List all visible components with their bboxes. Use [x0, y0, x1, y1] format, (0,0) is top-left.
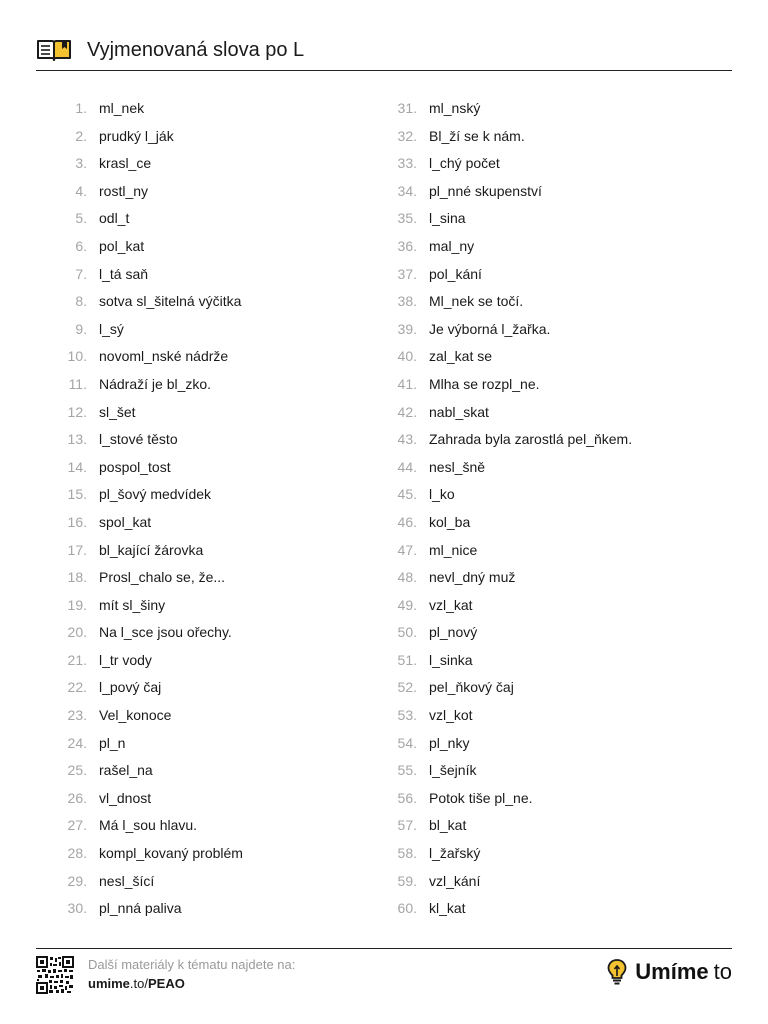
brand-logo: [607, 957, 732, 987]
item-text: bl_kat: [429, 817, 467, 834]
item-text: l_žařský: [429, 845, 481, 862]
list-item: [390, 261, 632, 289]
item-number: 34.: [397, 182, 417, 199]
item-number: 39.: [397, 320, 417, 337]
list-item: [390, 619, 632, 647]
list-item: [390, 178, 632, 206]
item-number: 51.: [397, 651, 417, 668]
item-text: pl_n: [99, 734, 126, 751]
item-number: 20.: [67, 624, 87, 641]
item-text: l_ko: [429, 486, 455, 503]
item-text: Nádraží je bl_zko.: [99, 375, 212, 392]
item-text: ml_nský: [429, 100, 481, 116]
list-item: [60, 730, 243, 758]
list-item: [60, 95, 243, 123]
item-number: 43.: [397, 431, 417, 448]
list-item: [60, 537, 243, 565]
list-item: [390, 785, 632, 813]
list-item: [60, 592, 243, 620]
item-text: l_sina: [429, 210, 466, 227]
item-number: 14.: [67, 458, 87, 475]
item-text: rostl_ny: [99, 182, 149, 199]
list-item: [60, 205, 243, 233]
item-text: Prosl_chalo se, že...: [99, 569, 226, 586]
footer-link-domain[interactable]: umime: [88, 976, 130, 991]
list-item: [60, 343, 243, 371]
item-number: 6.: [75, 237, 87, 254]
item-text: pospol_tost: [99, 458, 171, 475]
list-item: [60, 895, 243, 923]
item-number: 5.: [75, 210, 87, 227]
item-number: 58.: [397, 845, 417, 862]
item-number: 48.: [397, 569, 417, 586]
item-text: kompl_kovaný problém: [99, 845, 243, 862]
item-text: l_tá saň: [99, 265, 149, 282]
item-text: l_stové těsto: [99, 431, 178, 448]
item-number: 13.: [67, 431, 87, 448]
item-text: Je výborná l_žařka.: [429, 320, 551, 337]
brand-name: Umíme: [635, 959, 709, 984]
item-text: pel_ňkový čaj: [429, 679, 514, 696]
item-number: 8.: [75, 293, 87, 310]
list-item: [390, 481, 632, 509]
list-item: [60, 868, 243, 896]
item-text: spol_kat: [99, 513, 152, 530]
item-number: 57.: [397, 817, 417, 834]
list-item: [60, 288, 243, 316]
item-number: 18.: [67, 569, 87, 586]
item-number: 16.: [67, 513, 87, 530]
list-item: [60, 123, 243, 151]
item-number: 9.: [75, 320, 87, 337]
item-number: 26.: [67, 789, 87, 806]
item-text: krasl_ce: [99, 155, 152, 172]
item-text: novoml_nské nádrže: [99, 348, 229, 365]
list-item: [390, 702, 632, 730]
list-item: [390, 399, 632, 427]
item-number: 37.: [397, 265, 417, 282]
page-footer: [36, 948, 732, 999]
item-text: odl_t: [99, 210, 130, 227]
page-title: Vyjmenovaná slova po L: [87, 39, 305, 61]
list-item: [390, 674, 632, 702]
list-item: [390, 840, 632, 868]
item-number: 25.: [67, 762, 87, 779]
item-text: ml_nek: [99, 100, 145, 116]
item-number: 54.: [397, 734, 417, 751]
list-item: [390, 730, 632, 758]
item-text: pl_nky: [429, 734, 470, 751]
item-number: 46.: [397, 513, 417, 530]
item-text: l_tr vody: [99, 651, 152, 668]
item-number: 55.: [397, 762, 417, 779]
list-item: [390, 509, 632, 537]
list-item: [60, 454, 243, 482]
open-book-icon: [36, 38, 72, 62]
item-number: 44.: [397, 458, 417, 475]
item-text: vzl_kání: [429, 872, 481, 889]
item-number: 29.: [67, 872, 87, 889]
list-item: [60, 619, 243, 647]
list-item: [60, 178, 243, 206]
list-item: [390, 95, 632, 123]
item-text: Mlha se rozpl_ne.: [429, 375, 540, 392]
item-number: 33.: [397, 155, 417, 172]
lightbulb-icon: [607, 958, 627, 986]
item-number: 50.: [397, 624, 417, 641]
item-text: pl_nné skupenství: [429, 182, 542, 199]
list-item: [390, 205, 632, 233]
list-item: [60, 150, 243, 178]
item-number: 47.: [397, 541, 417, 558]
list-item: [390, 537, 632, 565]
item-text: l_pový čaj: [99, 679, 162, 696]
item-text: bl_kající žárovka: [99, 541, 204, 558]
list-item: [60, 399, 243, 427]
item-number: 24.: [67, 734, 87, 751]
item-text: ml_nice: [429, 541, 478, 558]
item-number: 27.: [67, 817, 87, 834]
item-text: vzl_kot: [429, 707, 473, 724]
list-item: [390, 343, 632, 371]
item-text: pol_kání: [429, 265, 482, 282]
list-item: [60, 564, 243, 592]
list-item: [60, 702, 243, 730]
footer-text: [88, 955, 295, 993]
item-text: nevl_dný muž: [429, 569, 516, 586]
item-number: 2.: [75, 127, 87, 144]
list-item: [60, 509, 243, 537]
list-item: [60, 316, 243, 344]
item-number: 11.: [68, 375, 87, 392]
list-item: [60, 233, 243, 261]
item-number: 56.: [397, 789, 417, 806]
item-number: 17.: [67, 541, 87, 558]
item-text: zal_kat se: [429, 348, 493, 365]
item-text: Vel_konoce: [99, 707, 172, 724]
list-item: [390, 564, 632, 592]
item-text: prudký l_ják: [99, 127, 174, 144]
item-text: mít sl_šiny: [99, 596, 166, 613]
item-text: l_sinka: [429, 651, 473, 668]
item-number: 31.: [397, 100, 417, 116]
list-item: [390, 426, 632, 454]
item-text: sotva sl_šitelná výčitka: [99, 293, 242, 310]
item-number: 59.: [397, 872, 417, 889]
item-number: 12.: [67, 403, 87, 420]
item-number: 7.: [75, 265, 87, 282]
list-item: [390, 150, 632, 178]
item-text: l_sý: [99, 320, 124, 337]
list-item: [390, 647, 632, 675]
item-text: rašel_na: [99, 762, 153, 779]
brand-suffix: to: [713, 959, 732, 984]
item-text: pl_šový medvídek: [99, 486, 212, 503]
footer-link-tld[interactable]: .to/: [129, 976, 148, 991]
list-item: [390, 288, 632, 316]
list-item: [390, 233, 632, 261]
item-number: 42.: [397, 403, 417, 420]
item-text: l_šejník: [429, 762, 477, 779]
item-number: 28.: [67, 845, 87, 862]
item-number: 30.: [67, 900, 87, 917]
item-number: 1.: [75, 100, 87, 116]
list-item: [390, 895, 632, 923]
item-number: 45.: [397, 486, 417, 503]
footer-link-code[interactable]: PEAO: [147, 976, 185, 991]
list-item: [390, 592, 632, 620]
item-number: 49.: [397, 596, 417, 613]
item-text: pol_kat: [99, 237, 145, 254]
footer-link[interactable]: [88, 974, 295, 993]
item-number: 32.: [397, 127, 417, 144]
item-number: 53.: [397, 707, 417, 724]
item-number: 60.: [397, 900, 417, 917]
list-item: [60, 785, 243, 813]
item-number: 35.: [397, 210, 417, 227]
item-text: vl_dnost: [99, 789, 152, 806]
item-text: sl_šet: [99, 403, 136, 420]
item-text: l_chý počet: [429, 155, 500, 172]
item-text: Zahrada byla zarostlá pel_ňkem.: [429, 431, 633, 448]
item-number: 21.: [67, 651, 87, 668]
page-header: [36, 34, 732, 71]
list-item: [390, 812, 632, 840]
item-text: vzl_kat: [429, 596, 473, 613]
item-text: Potok tiše pl_ne.: [429, 789, 533, 806]
list-item: [60, 426, 243, 454]
list-item: [390, 316, 632, 344]
item-text: Ml_nek se točí.: [429, 293, 524, 310]
item-number: 52.: [397, 679, 417, 696]
item-text: Na l_sce jsou ořechy.: [99, 624, 232, 641]
item-number: 4.: [75, 182, 87, 199]
item-number: 36.: [397, 237, 417, 254]
item-number: 10.: [67, 348, 87, 365]
item-text: Má l_sou hlavu.: [99, 817, 198, 834]
list-item: [60, 812, 243, 840]
list-item: [390, 757, 632, 785]
item-text: nesl_šící: [99, 872, 155, 889]
item-text: kl_kat: [429, 900, 466, 917]
item-number: 19.: [67, 596, 87, 613]
item-text: pl_nový: [429, 624, 478, 641]
list-item: [60, 757, 243, 785]
list-item: [390, 454, 632, 482]
list-item: [60, 261, 243, 289]
item-number: 41.: [397, 375, 417, 392]
item-text: kol_ba: [429, 513, 471, 530]
list-item: [60, 840, 243, 868]
item-text: Bl_ží se k nám.: [429, 127, 525, 144]
list-item: [390, 371, 632, 399]
qr-code-icon[interactable]: [36, 956, 74, 994]
item-text: nesl_šně: [429, 458, 486, 475]
item-number: 40.: [397, 348, 417, 365]
item-number: 22.: [67, 679, 87, 696]
item-text: mal_ny: [429, 237, 475, 254]
item-number: 38.: [397, 293, 417, 310]
list-item: [60, 371, 243, 399]
item-number: 3.: [75, 155, 87, 172]
item-text: pl_nná paliva: [99, 900, 182, 917]
list-item: [390, 123, 632, 151]
item-number: 23.: [67, 707, 87, 724]
list-item: [60, 674, 243, 702]
item-text: nabl_skat: [429, 403, 489, 420]
list-item: [60, 481, 243, 509]
footer-note: Další materiály k tématu najdete na:: [88, 957, 296, 972]
list-item: [390, 868, 632, 896]
list-item: [60, 647, 243, 675]
exercise-list-left: [60, 95, 243, 923]
exercise-list-right: [390, 95, 632, 923]
item-number: 15.: [67, 486, 87, 503]
